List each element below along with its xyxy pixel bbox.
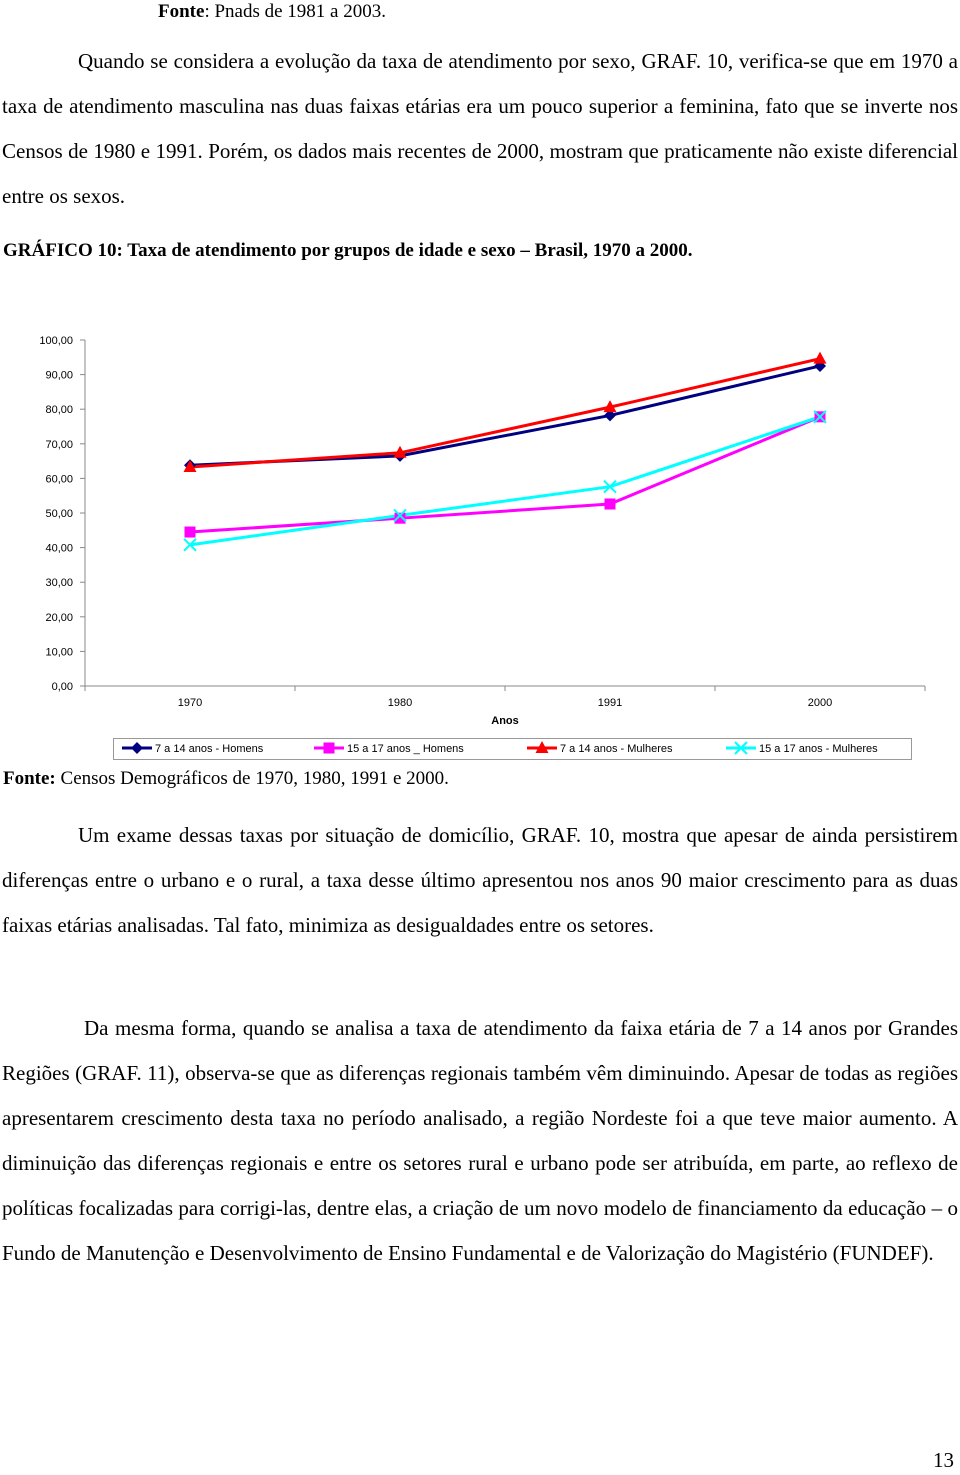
paragraph-3 [2,1006,958,1276]
legend-label: 15 a 17 anos _ Homens [347,743,464,755]
chart-title: GRÁFICO 10: Taxa de atendimento por grupos de idade e sexo – Brasil, 1970 a 2000. [3,240,693,261]
x-tick-label: 1991 [597,697,623,709]
y-tick-label: 0,00 [51,681,73,693]
page-number: 13 [933,1448,954,1472]
chart-source-note [3,766,449,792]
y-tick-label: 60,00 [45,473,73,486]
series-line [190,359,820,467]
y-tick-label: 10,00 [45,646,73,659]
y-axis-ticks [39,335,85,693]
y-tick-label: 50,00 [45,508,73,520]
y-tick-label: 90,00 [45,369,73,382]
source-label: Fonte [158,1,205,22]
line-chart [0,320,960,740]
chart-source-text: Censos Demográficos de 1970, 1980, 1991 e 2000. [55,768,449,789]
paragraph-1 [2,39,958,219]
top-source-note [158,0,386,24]
source-text: : Pnads de 1981 a 2003. [204,1,386,22]
diamond-marker [131,742,143,754]
paragraph-2-text: Um exame dessas taxas por situação de domicílio, GRAF. 10, mostra que apesar de ainda persistirem diferenças entre o urbano e o rural, a taxa desse último apresentou nos anos 90 maior crescimento para as duas faixas etárias analisadas. Tal fato, minimiza as desigualdades entre os setores. [2,823,958,937]
legend-label: 7 a 14 anos - Homens [155,743,264,755]
triangle-marker [814,352,827,364]
legend-label: 7 a 14 anos - Mulheres [560,743,673,755]
y-tick-label: 40,00 [45,542,73,555]
chart-source-label: Fonte: [3,768,56,789]
x-tick-label: 2000 [807,697,833,709]
paragraph-1-text: Quando se considera a evolução da taxa de atendimento por sexo, GRAF. 10, verifica-se que em 1970 a taxa de atendimento masculina nas duas faixas etárias era um pouco superior a feminina, fato que se inverte nos Censos de 1980 e 1991. Porém, os dados mais recentes de 2000, mostram que praticamente não existe diferencial entre os sexos. [2,49,958,208]
square-marker [324,743,335,754]
series-markers [184,352,827,551]
y-tick-label: 100,00 [39,335,73,347]
chart-legend [113,738,912,760]
x-axis-ticks [178,697,832,709]
legend-label: 15 a 17 anos - Mulheres [759,743,878,755]
y-tick-label: 20,00 [45,611,73,624]
y-tick-label: 70,00 [45,438,73,451]
x-tick-label: 1970 [177,697,203,709]
square-marker [185,527,196,538]
paragraph-3-text: Da mesma forma, quando se analisa a taxa de atendimento da faixa etária de 7 a 14 anos por Grandes Regiões (GRAF. 11), observa-se que as diferenças regionais também vêm diminuindo. Apesar de todas as regiões apresentarem crescimento desta taxa no período analisado, a região Nordeste foi a que teve maior aumento. A diminuição das diferenças regionais e entre os setores rural e urbano pode ser atribuída, em parte, ao reflexo de políticas focalizadas para corrigi-las, dentre elas, a criação de um novo modelo de financiamento da educação – o Fundo de Manutenção e Desenvolvimento de Ensino Fundamental e de Valorização do Magistério (FUNDEF). [2,1016,958,1265]
legend-svg [114,739,911,759]
chart-axes [85,340,925,691]
x-tick-label: 1980 [387,697,413,709]
y-tick-label: 80,00 [45,404,73,417]
square-marker [605,499,616,510]
y-tick-label: 30,00 [45,577,73,590]
series-line [190,417,820,532]
paragraph-2 [2,813,958,948]
series-lines [190,359,820,545]
x-axis-label: Anos [491,715,519,727]
